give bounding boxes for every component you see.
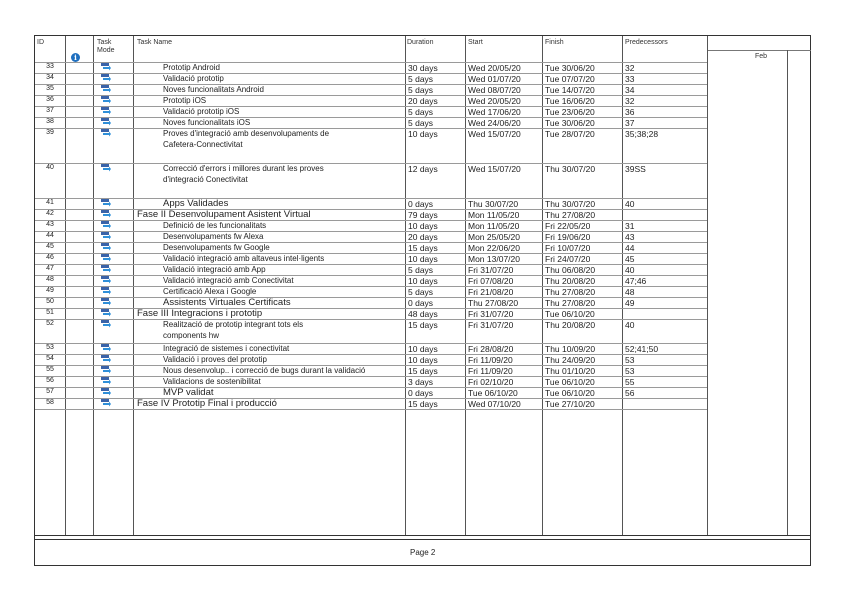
task-start: Wed 17/06/20	[468, 107, 521, 117]
timescale-divider	[707, 50, 811, 51]
task-predecessors: 34	[625, 85, 635, 95]
table-row[interactable]	[35, 128, 707, 163]
task-start: Fri 11/09/20	[468, 355, 513, 365]
task-finish: Thu 20/08/20	[545, 276, 596, 286]
auto-schedule-icon	[101, 276, 111, 284]
task-start: Wed 15/07/20	[468, 164, 521, 174]
task-id: 51	[46, 309, 54, 316]
task-name: Certificació Alexa i Google	[163, 287, 257, 296]
table-row[interactable]	[35, 264, 707, 275]
task-predecessors: 48	[625, 287, 635, 297]
header-duration: Duration	[407, 39, 434, 46]
task-id: 45	[46, 243, 54, 250]
task-duration: 10 days	[408, 254, 438, 264]
table-row[interactable]	[35, 163, 707, 198]
task-name: Prototip iOS	[163, 96, 207, 105]
task-name: Validació prototip	[163, 74, 224, 83]
table-row[interactable]	[35, 286, 707, 297]
task-start: Mon 11/05/20	[468, 221, 520, 231]
task-predecessors: 47;46	[625, 276, 647, 286]
table-row[interactable]	[35, 106, 707, 117]
task-name: Noves funcionalitats iOS	[163, 118, 251, 127]
task-finish: Thu 10/09/20	[545, 344, 596, 354]
table-row[interactable]	[35, 319, 707, 343]
auto-schedule-icon	[101, 85, 111, 93]
task-predecessors: 40	[625, 199, 635, 209]
task-name: Noves funcionalitats Android	[163, 85, 264, 94]
task-name: Desenvolupaments fw Alexa	[163, 232, 264, 241]
header-task-mode	[97, 39, 115, 55]
row-divider	[35, 409, 707, 410]
task-name: Apps Validades	[163, 198, 229, 209]
task-name: Nous desenvolup.. i correcció de bugs durant la validació	[163, 366, 366, 375]
task-finish: Tue 07/07/20	[545, 74, 595, 84]
task-predecessors: 55	[625, 377, 635, 387]
task-name: MVP validat	[163, 387, 214, 398]
table-row[interactable]	[35, 297, 707, 308]
table-row[interactable]	[35, 220, 707, 231]
task-predecessors: 52;41;50	[625, 344, 659, 354]
task-finish: Tue 16/06/20	[545, 96, 595, 106]
table-row[interactable]	[35, 231, 707, 242]
task-name: Assistents Virtuales Certificats	[163, 297, 291, 308]
task-id: 44	[46, 232, 54, 239]
auto-schedule-icon	[101, 221, 111, 229]
task-start: Thu 30/07/20	[468, 199, 519, 209]
task-start: Fri 28/08/20	[468, 344, 514, 354]
task-id: 41	[46, 199, 54, 206]
task-duration: 79 days	[408, 210, 438, 220]
task-finish: Tue 06/10/20	[545, 309, 595, 319]
task-start: Mon 25/05/20	[468, 232, 520, 242]
header-finish: Finish	[545, 39, 564, 46]
task-duration: 10 days	[408, 276, 438, 286]
task-duration: 30 days	[408, 63, 438, 73]
task-id: 47	[46, 265, 54, 272]
task-id: 57	[46, 388, 54, 395]
task-start: Thu 27/08/20	[468, 298, 519, 308]
task-predecessors: 53	[625, 366, 635, 376]
header-task-name: Task Name	[137, 39, 173, 46]
task-finish: Tue 23/06/20	[545, 107, 595, 117]
task-name: Fase II Desenvolupament Asistent Virtual	[137, 209, 311, 220]
task-duration: 10 days	[408, 355, 438, 365]
task-start: Fri 31/07/20	[468, 265, 514, 275]
gantt-sheet	[34, 35, 811, 566]
task-name: Validacions de sostenibilitat	[163, 377, 261, 386]
page-label: Page 2	[410, 548, 436, 557]
task-id: 42	[46, 210, 54, 217]
header-start: Start	[468, 39, 483, 46]
task-start: Wed 15/07/20	[468, 129, 521, 139]
table-row[interactable]	[35, 308, 707, 319]
auto-schedule-icon	[101, 399, 111, 407]
task-id: 38	[46, 118, 54, 125]
footer-divider	[35, 535, 810, 536]
auto-schedule-icon	[101, 298, 111, 306]
auto-schedule-icon	[101, 355, 111, 363]
info-icon: i	[71, 53, 80, 62]
task-finish: Tue 30/06/20	[545, 118, 595, 128]
task-name: Validació i proves del prototip	[163, 355, 267, 364]
table-row[interactable]	[35, 398, 707, 409]
task-duration: 15 days	[408, 243, 438, 253]
task-name: Proves d'integració amb desenvolupaments de	[163, 129, 330, 138]
task-id: 56	[46, 377, 54, 384]
task-name: Validació prototip iOS	[163, 107, 240, 116]
task-duration: 5 days	[408, 85, 434, 95]
task-duration: 5 days	[408, 107, 434, 117]
auto-schedule-icon	[101, 129, 111, 137]
task-predecessors: 32	[625, 96, 635, 106]
task-duration: 15 days	[408, 320, 438, 330]
task-finish: Thu 27/08/20	[545, 298, 596, 308]
task-name: Validació integració amb App	[163, 265, 266, 274]
task-id: 46	[46, 254, 54, 261]
task-duration: 5 days	[408, 118, 434, 128]
task-start: Fri 31/07/20	[468, 309, 514, 319]
task-start: Wed 20/05/20	[468, 96, 521, 106]
task-finish: Thu 20/08/20	[545, 320, 596, 330]
task-name: Desenvolupaments fw Google	[163, 243, 270, 252]
task-duration: 48 days	[408, 309, 438, 319]
task-name: Fase III Integracions i prototip	[137, 308, 263, 319]
task-id: 35	[46, 85, 54, 92]
task-duration: 10 days	[408, 129, 438, 139]
task-predecessors: 40	[625, 320, 635, 330]
task-start: Wed 24/06/20	[468, 118, 521, 128]
task-duration: 5 days	[408, 265, 434, 275]
task-name: Correcció d'errors i millores durant les proves	[163, 164, 324, 173]
task-duration: 5 days	[408, 287, 434, 297]
task-finish: Tue 14/07/20	[545, 85, 595, 95]
task-duration: 0 days	[408, 388, 434, 398]
task-id: 37	[46, 107, 54, 114]
task-id: 36	[46, 96, 54, 103]
task-finish: Tue 27/10/20	[545, 399, 595, 409]
task-start: Fri 21/08/20	[468, 287, 514, 297]
task-finish: Thu 27/08/20	[545, 287, 596, 297]
auto-schedule-icon	[101, 388, 111, 396]
auto-schedule-icon	[101, 265, 111, 273]
task-start: Fri 11/09/20	[468, 366, 513, 376]
table-row[interactable]	[35, 198, 707, 209]
table-row[interactable]	[35, 365, 707, 376]
table-row[interactable]	[35, 117, 707, 128]
auto-schedule-icon	[101, 320, 111, 328]
table-row[interactable]	[35, 62, 707, 73]
task-duration: 20 days	[408, 96, 438, 106]
auto-schedule-icon	[101, 96, 111, 104]
task-predecessors: 56	[625, 388, 635, 398]
task-finish: Fri 24/07/20	[545, 254, 591, 264]
task-start: Fri 02/10/20	[468, 377, 514, 387]
task-name: Integració de sistemes i conectivitat	[163, 344, 290, 353]
auto-schedule-icon	[101, 287, 111, 295]
timescale-label: Feb	[755, 53, 768, 60]
task-id: 43	[46, 221, 54, 228]
auto-schedule-icon	[101, 243, 111, 251]
task-finish: Fri 19/06/20	[545, 232, 591, 242]
task-finish: Thu 27/08/20	[545, 210, 596, 220]
task-predecessors: 37	[625, 118, 635, 128]
task-duration: 15 days	[408, 366, 438, 376]
table-row[interactable]	[35, 242, 707, 253]
header-predecessors: Predecessors	[625, 39, 668, 46]
task-name: Validació integració amb Conectivitat	[163, 276, 294, 285]
table-row[interactable]	[35, 376, 707, 387]
auto-schedule-icon	[101, 107, 111, 115]
task-duration: 0 days	[408, 199, 434, 209]
auto-schedule-icon	[101, 309, 111, 317]
header-task-mode-line1: Task	[97, 39, 112, 46]
task-name: Validació integració amb altaveus intel·ligents	[163, 254, 325, 263]
task-start: Wed 01/07/20	[468, 74, 521, 84]
task-name-continued: components hw	[163, 331, 220, 340]
auto-schedule-icon	[101, 118, 111, 126]
task-id: 54	[46, 355, 54, 362]
task-predecessors: 45	[625, 254, 635, 264]
task-start: Mon 11/05/20	[468, 210, 520, 220]
table-row[interactable]	[35, 253, 707, 264]
table-row[interactable]	[35, 387, 707, 398]
task-finish: Thu 30/07/20	[545, 199, 596, 209]
task-predecessors: 39SS	[625, 164, 646, 174]
table-row[interactable]	[35, 95, 707, 106]
task-predecessors: 43	[625, 232, 635, 242]
column-divider	[707, 36, 708, 535]
task-duration: 10 days	[408, 221, 438, 231]
task-start: Mon 22/06/20	[468, 243, 520, 253]
task-finish: Tue 06/10/20	[545, 377, 595, 387]
task-finish: Tue 30/06/20	[545, 63, 595, 73]
footer-divider	[35, 539, 810, 540]
task-id: 49	[46, 287, 54, 294]
task-duration: 10 days	[408, 344, 438, 354]
task-start: Tue 06/10/20	[468, 388, 518, 398]
task-duration: 5 days	[408, 74, 434, 84]
task-id: 48	[46, 276, 54, 283]
auto-schedule-icon	[101, 344, 111, 352]
timescale-divider	[787, 50, 788, 535]
task-finish: Tue 28/07/20	[545, 129, 595, 139]
auto-schedule-icon	[101, 254, 111, 262]
table-row[interactable]	[35, 84, 707, 95]
auto-schedule-icon	[101, 164, 111, 172]
task-start: Wed 07/10/20	[468, 399, 521, 409]
auto-schedule-icon	[101, 199, 111, 207]
table-row[interactable]	[35, 73, 707, 84]
auto-schedule-icon	[101, 63, 111, 71]
task-finish: Fri 10/07/20	[545, 243, 591, 253]
task-predecessors: 31	[625, 221, 635, 231]
task-finish: Thu 30/07/20	[545, 164, 596, 174]
auto-schedule-icon	[101, 74, 111, 82]
task-predecessors: 35;38;28	[625, 129, 659, 139]
task-id: 40	[46, 164, 54, 171]
task-id: 55	[46, 366, 54, 373]
table-row[interactable]	[35, 275, 707, 286]
auto-schedule-icon	[101, 210, 111, 218]
task-predecessors: 36	[625, 107, 635, 117]
task-predecessors: 49	[625, 298, 635, 308]
task-finish: Thu 06/08/20	[545, 265, 596, 275]
task-predecessors: 44	[625, 243, 635, 253]
task-id: 58	[46, 399, 54, 406]
task-id: 52	[46, 320, 54, 327]
task-name-continued: d'integració Conectivitat	[163, 175, 248, 184]
task-predecessors: 40	[625, 265, 635, 275]
task-start: Fri 07/08/20	[468, 276, 514, 286]
table-row[interactable]	[35, 354, 707, 365]
task-id: 33	[46, 63, 54, 70]
task-start: Mon 13/07/20	[468, 254, 520, 264]
task-name: Definició de les funcionalitats	[163, 221, 267, 230]
task-start: Fri 31/07/20	[468, 320, 514, 330]
auto-schedule-icon	[101, 366, 111, 374]
task-name: Realització de prototip integrant tots els	[163, 320, 304, 329]
task-finish: Thu 01/10/20	[545, 366, 596, 376]
task-duration: 20 days	[408, 232, 438, 242]
task-predecessors: 32	[625, 63, 635, 73]
task-id: 53	[46, 344, 54, 351]
task-duration: 15 days	[408, 399, 438, 409]
task-finish: Thu 24/09/20	[545, 355, 596, 365]
table-row[interactable]	[35, 209, 707, 220]
task-name: Prototip Android	[163, 63, 220, 72]
task-start: Wed 08/07/20	[468, 85, 521, 95]
header-task-mode-line2: Mode	[97, 47, 115, 54]
task-name-continued: Cafetera-Connectivitat	[163, 140, 243, 149]
task-duration: 0 days	[408, 298, 434, 308]
task-duration: 3 days	[408, 377, 434, 387]
task-start: Wed 20/05/20	[468, 63, 521, 73]
header-id: ID	[37, 39, 44, 46]
auto-schedule-icon	[101, 377, 111, 385]
task-duration: 12 days	[408, 164, 438, 174]
task-finish: Fri 22/05/20	[545, 221, 591, 231]
task-id: 39	[46, 129, 54, 136]
table-row[interactable]	[35, 343, 707, 354]
task-finish: Tue 06/10/20	[545, 388, 595, 398]
task-predecessors: 33	[625, 74, 635, 84]
task-name: Fase IV Prototip Final i producció	[137, 398, 277, 409]
auto-schedule-icon	[101, 232, 111, 240]
task-id: 50	[46, 298, 54, 305]
task-predecessors: 53	[625, 355, 635, 365]
task-id: 34	[46, 74, 54, 81]
